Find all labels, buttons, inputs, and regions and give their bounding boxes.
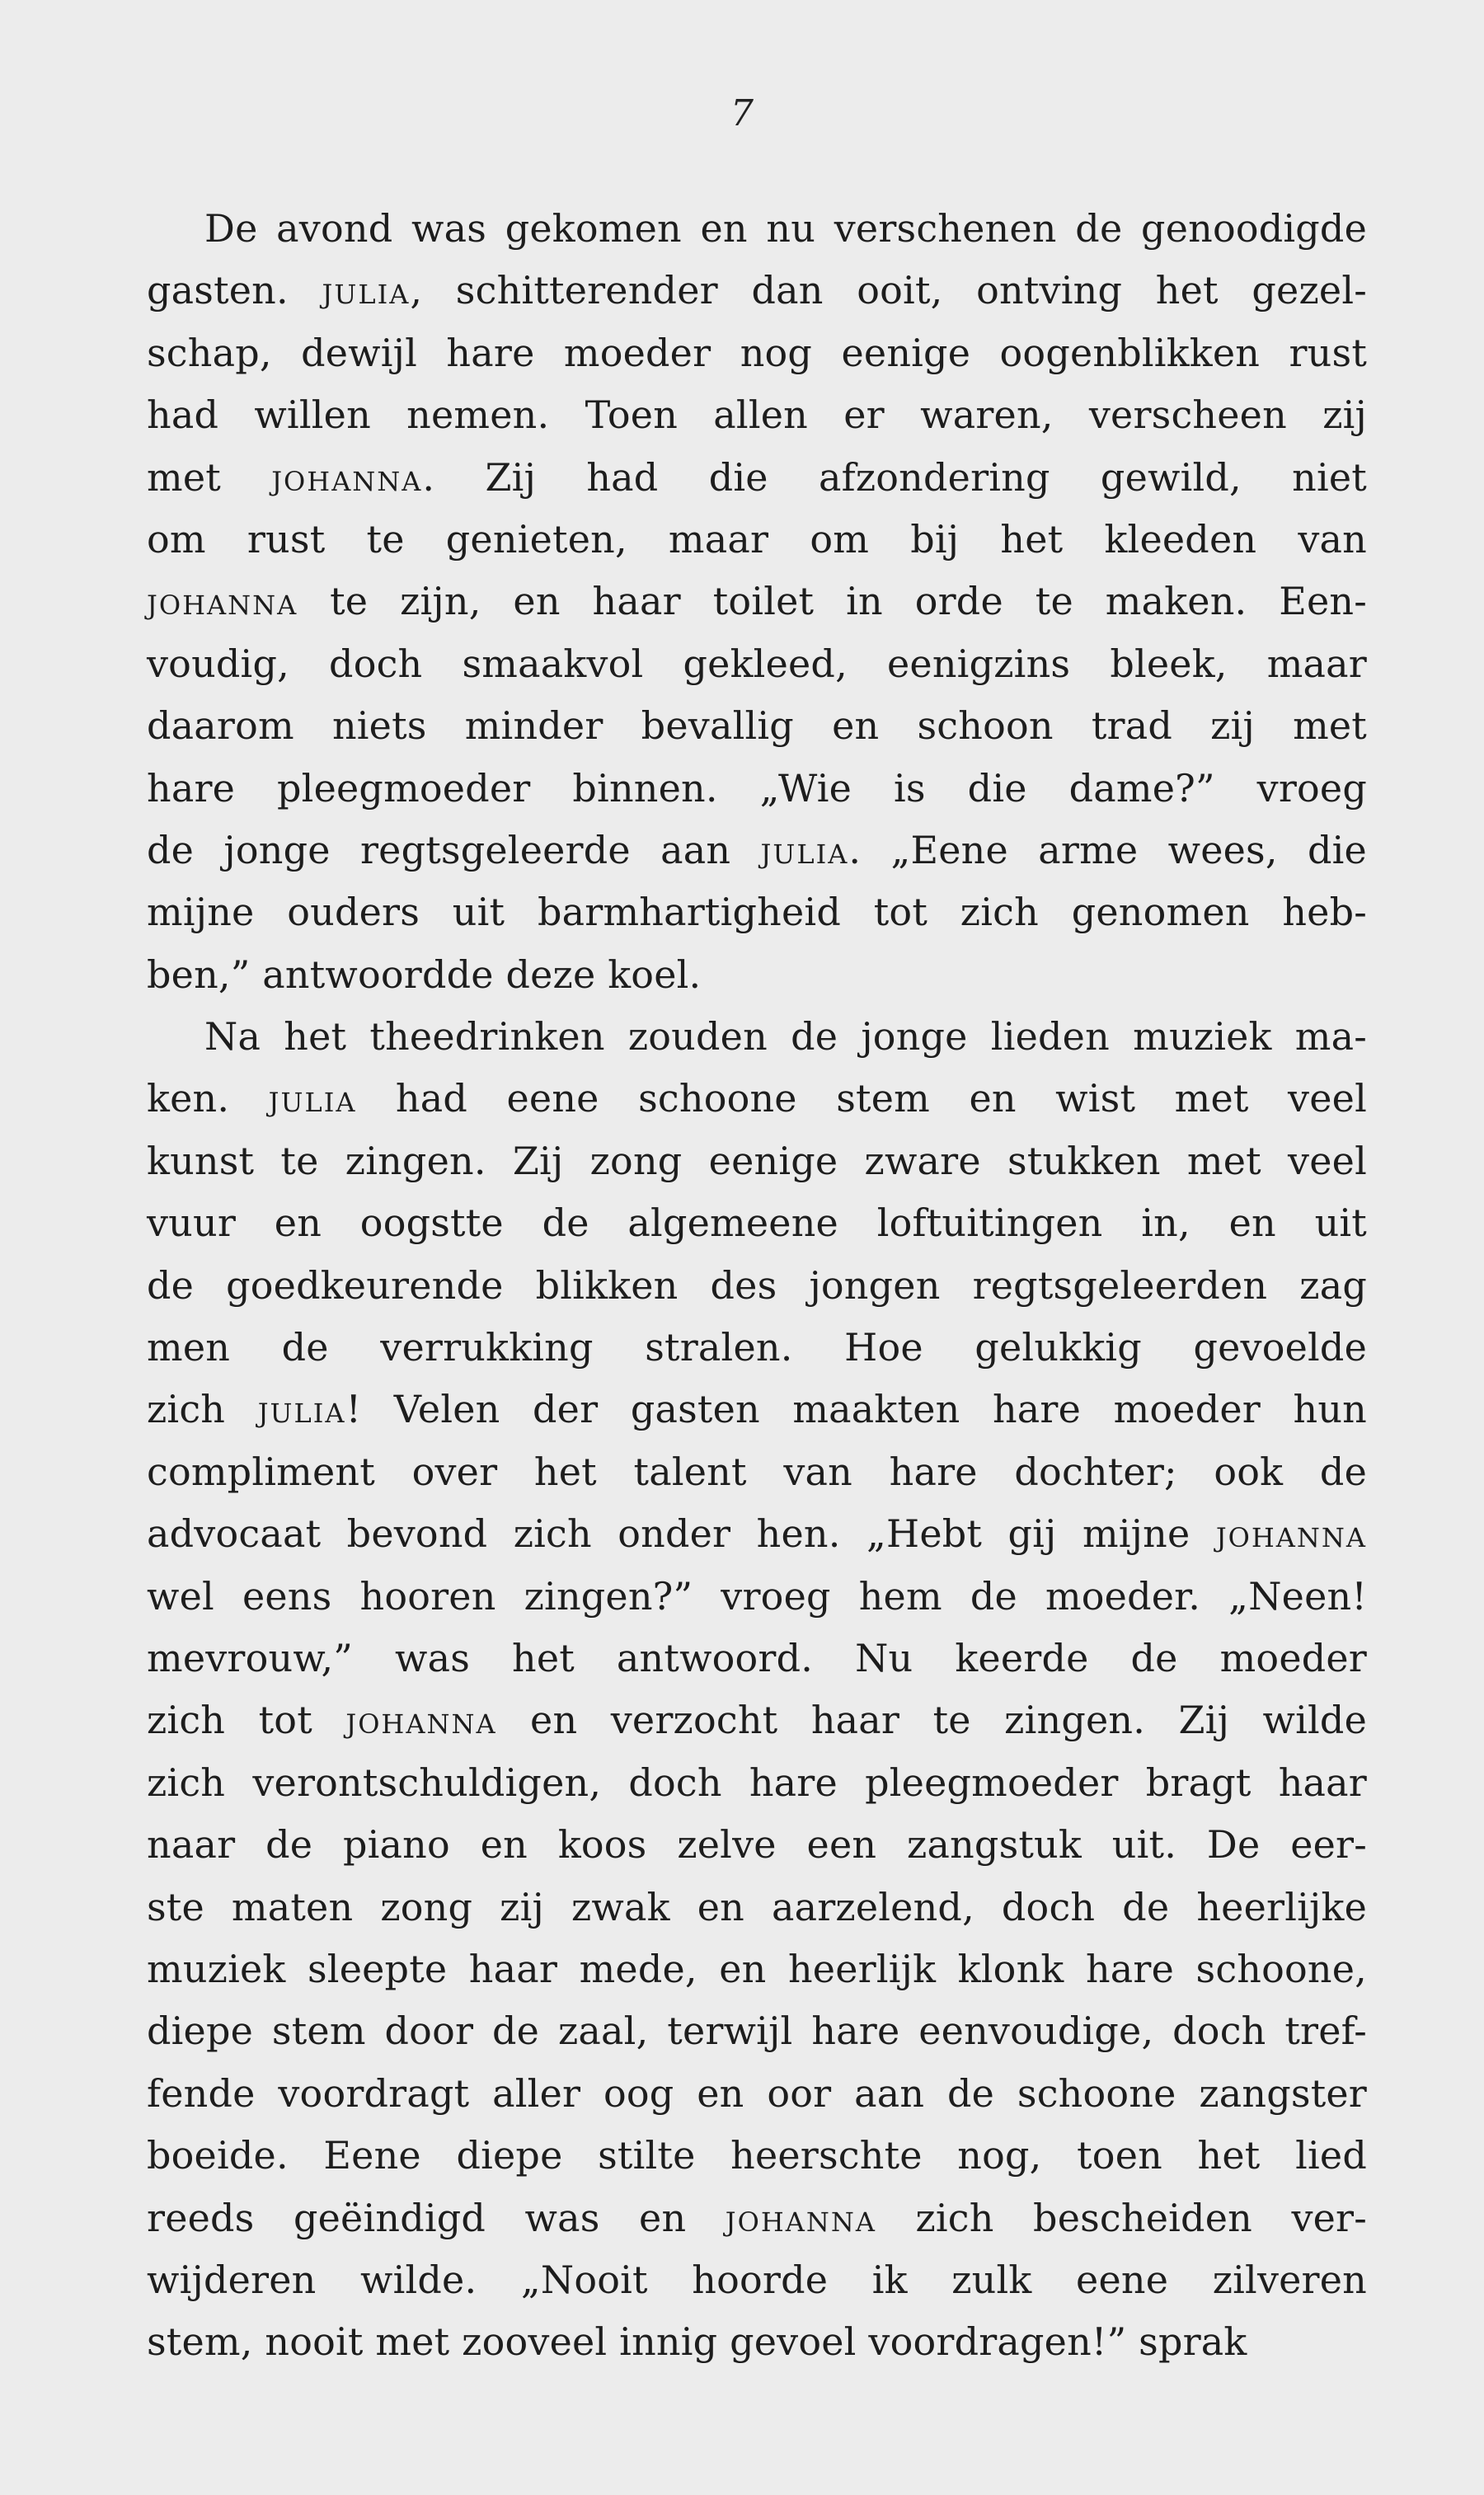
text-run: te zijn, en haar toilet in orde te maken. Een- [298,579,1367,624]
text-run: hare pleegmoeder binnen. „Wie is die dame?” vroeg [147,765,1367,811]
small-caps-name: julia [322,268,411,313]
text-run: ben,” antwoordde deze koel. [147,951,702,997]
small-caps-name: johanna [345,1698,497,1743]
small-caps-name: julia [760,827,849,872]
text-run: had willen nemen. Toen allen er waren, verscheen zij [147,392,1367,438]
text-run: met [147,454,272,500]
text-line [147,571,1367,632]
text-run: men de verrukking stralen. Hoe gelukkig gevoelde [147,1325,1367,1370]
text-run: ken. [147,1076,269,1121]
text-line [147,260,1367,322]
text-line [147,1628,1367,1689]
text-line [147,2311,1367,2373]
text-run: ! Velen der gasten maakten hare moeder hun [345,1387,1367,1432]
text-run: fende voordragt aller oog en oor aan de schoone zangster [147,2070,1367,2116]
text-line [147,1068,1367,1130]
text-run: stem, nooit met zooveel innig gevoel voordragen!” sprak [147,2319,1247,2365]
paragraph [147,198,1367,1006]
text-line [147,2000,1367,2062]
text-run: voudig, doch smaakvol gekleed, eenigzins bleek, maar [147,641,1367,686]
text-run: schap, dewijl hare moeder nog eenige oogenblikken rust [147,330,1367,375]
text-line [147,1938,1367,2000]
text-run: zich [147,1387,258,1432]
text-run: de goedkeurende blikken des jongen regtsgeleerden zag [147,1262,1367,1308]
text-line [147,1441,1367,1503]
small-caps-name: julia [257,1387,346,1432]
small-caps-name: julia [268,1076,357,1121]
text-line [147,1877,1367,1938]
text-run: advocaat bevond zich onder hen. „Hebt gij mijne [147,1511,1216,1557]
text-line [147,2125,1367,2187]
text-line [147,1814,1367,1876]
text-line [147,509,1367,571]
small-caps-name: johanna [147,579,298,624]
text-line [147,1192,1367,1254]
text-run: de jonge regtsgeleerde aan [147,827,761,872]
text-line [147,881,1367,943]
paragraph [147,1006,1367,2374]
text-line [147,322,1367,384]
text-line [147,1689,1367,1751]
text-line [147,633,1367,695]
text-run: mevrouw,” was het antwoord. Nu keerde de moeder [147,1635,1367,1680]
text-run: zich verontschuldigen, doch hare pleegmoeder bragt haar [147,1760,1367,1805]
small-caps-name: johanna [271,454,423,500]
text-run: boeide. Eene diepe stilte heerschte nog, toen het lied [147,2133,1367,2178]
text-run: compliment over het talent van hare dochter; ook de [147,1449,1367,1494]
text-run: diepe stem door de zaal, terwijl hare eenvoudige, doch tref- [147,2009,1367,2054]
text-line [147,758,1367,820]
text-run: naar de piano en koos zelve een zangstuk uit. De eer- [147,1822,1367,1868]
text-run: , schitterender dan ooit, ontving het gezel- [410,268,1367,313]
text-line [147,1255,1367,1317]
text-line [147,1379,1367,1440]
text-run: ste maten zong zij zwak en aarzelend, doch de heerlijke [147,1884,1367,1929]
text-run: daarom niets minder bevallig en schoon trad zij met [147,703,1367,749]
text-line [147,1566,1367,1628]
text-line [147,1130,1367,1192]
text-run: en verzocht haar te zingen. Zij wilde [496,1698,1368,1743]
text-run: zich bescheiden ver- [876,2195,1367,2240]
text-run: vuur en oogstte de algemeene loftuitingen in, en uit [147,1201,1367,1246]
text-line [147,198,1367,260]
text-line [147,2187,1367,2249]
text-line [147,695,1367,757]
text-line [147,384,1367,446]
text-line [147,2063,1367,2125]
text-line [147,447,1367,509]
text-run: Na het theedrinken zouden de jonge lieden muziek ma- [204,1014,1367,1060]
text-run: mijne ouders uit barmhartigheid tot zich genomen heb- [147,890,1367,935]
text-line [147,1503,1367,1565]
text-line [147,944,1367,1006]
page-number: 7 [730,92,754,134]
text-run: zich tot [147,1698,346,1743]
text-run: wel eens hooren zingen?” vroeg hem de moeder. „Neen! [147,1573,1367,1619]
small-caps-name: johanna [725,2195,876,2240]
text-run: muziek sleepte haar mede, en heerlijk klonk hare schoone, [147,1946,1367,1991]
text-run: gasten. [147,268,322,313]
text-line [147,1752,1367,1814]
text-run: De avond was gekomen en nu verschenen de genoodigde [204,206,1367,251]
text-run: . Zij had die afzondering gewild, niet [422,454,1367,500]
text-run: reeds geëindigd was en [147,2195,726,2240]
text-run: om rust te genieten, maar om bij het kleeden van [147,516,1367,561]
text-line [147,2249,1367,2311]
text-line [147,1317,1367,1379]
text-run: kunst te zingen. Zij zong eenige zware stukken met veel [147,1138,1367,1183]
text-line [147,1006,1367,1068]
text-line [147,820,1367,881]
text-run: . „Eene arme wees, die [848,827,1367,872]
text-run: had eene schoone stem en wist met veel [356,1076,1368,1121]
small-caps-name: johanna [1215,1511,1367,1557]
text-run: wijderen wilde. „Nooit hoorde ik zulk eene zilveren [147,2257,1367,2302]
body-text [147,198,1367,2374]
